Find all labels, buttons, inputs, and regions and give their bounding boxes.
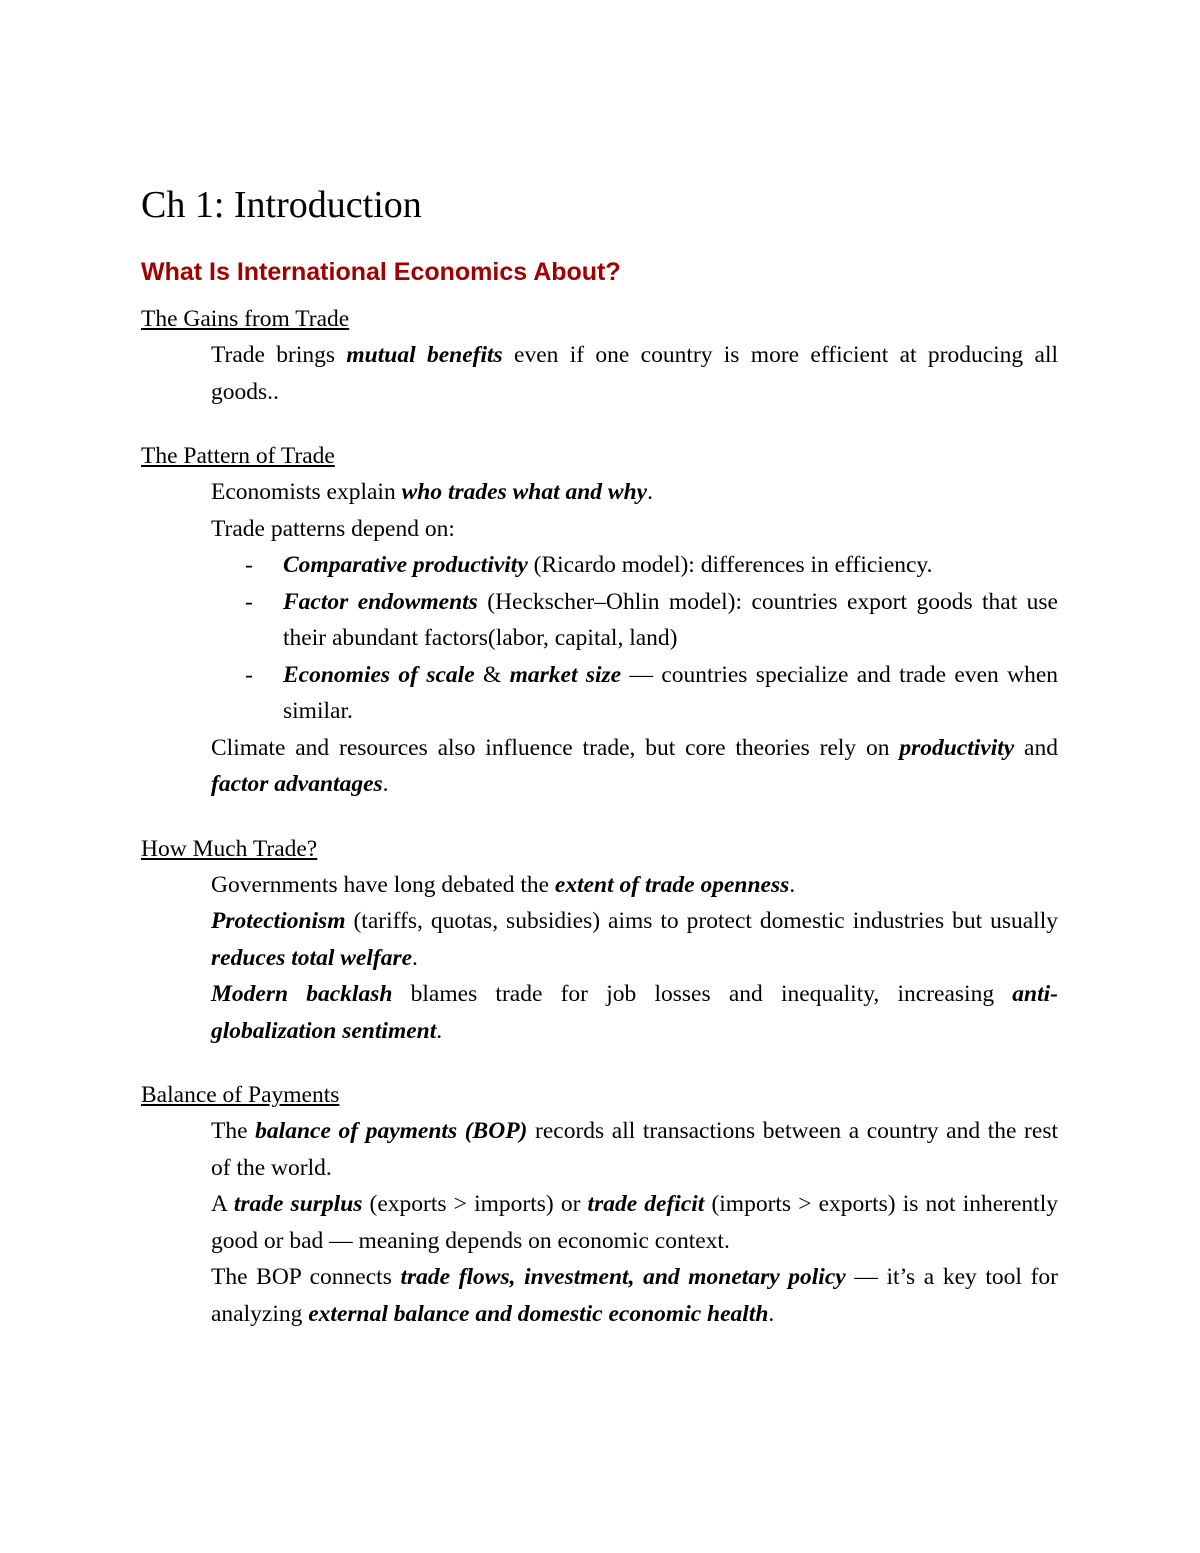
section-title: How Much Trade?	[141, 835, 318, 862]
emphasis-text: factor advantages	[211, 771, 383, 797]
text-run: (tariffs, quotas, subsidies) aims to protect domestic industries but usually	[345, 908, 1058, 934]
text-run: .	[768, 1300, 775, 1327]
section-title: Balance of Payments	[141, 1082, 340, 1108]
emphasis-text: who trades what and why	[401, 479, 648, 505]
text-run: A	[211, 1191, 234, 1217]
emphasis-text: trade deficit	[587, 1191, 705, 1217]
document-title: Ch 1: Introduction	[141, 184, 422, 226]
emphasis-text: market size	[509, 661, 622, 688]
paragraph	[141, 1186, 1058, 1259]
paragraph	[141, 903, 1058, 976]
paragraph	[141, 730, 1058, 803]
paragraph	[141, 976, 1058, 1049]
text-run: (exports > imports) or	[362, 1191, 588, 1217]
text-run: even if one country is more efficient at producing all goods..	[211, 342, 1059, 405]
emphasis-text: external balance and domestic economic health	[308, 1300, 769, 1327]
text-run: Climate and resources also influence trade, but core theories rely on	[211, 734, 900, 761]
text-run: The BOP connects	[211, 1264, 401, 1290]
emphasis-text: trade flows, investment, and monetary policy	[400, 1264, 846, 1290]
dash-bullet-icon: -	[245, 661, 253, 688]
text-run: .	[412, 944, 418, 971]
text-run: blames trade for job losses and inequality, increasing	[392, 981, 1013, 1007]
section-heading: What Is International Economics About?	[141, 258, 621, 286]
paragraph	[141, 337, 1058, 410]
emphasis-text: mutual benefits	[346, 342, 503, 368]
text-run: (Ricardo model): differences in efficiency.	[527, 552, 933, 578]
emphasis-text: Comparative productivity	[283, 552, 528, 578]
text-run: .	[436, 1017, 443, 1044]
section	[141, 301, 1058, 410]
section-title: The Pattern of Trade	[141, 443, 335, 469]
emphasis-text: trade surplus	[233, 1191, 363, 1217]
document-content	[141, 181, 1058, 1332]
text-run: (Heckscher–Ohlin model): countries export goods that use their abundant factors(labor, capital, land)	[283, 588, 1058, 651]
paragraph	[141, 867, 1058, 904]
dash-bullet-icon: -	[245, 588, 253, 615]
paragraph	[141, 474, 1058, 511]
emphasis-text: Modern backlash	[211, 981, 393, 1007]
text-run: and	[1014, 734, 1058, 761]
emphasis-text: reduces total welfare	[211, 944, 413, 971]
bullet-list	[141, 547, 1058, 730]
text-run: Trade patterns depend on:	[211, 515, 455, 542]
text-run: (imports > exports) is not inherently good or bad — meaning depends on economic context.	[211, 1191, 1058, 1254]
dash-bullet-icon: -	[245, 552, 253, 578]
text-run: Trade brings	[211, 342, 347, 368]
list-item	[211, 657, 1058, 730]
section-title: The Gains from Trade	[141, 306, 350, 332]
section	[141, 438, 1058, 803]
sections-container	[141, 301, 1058, 1332]
text-run: records all transactions between a country and the rest of the world.	[211, 1118, 1058, 1181]
text-run: .	[789, 871, 796, 898]
text-run: Governments have long debated the	[211, 871, 555, 898]
text-run: — countries specialize and trade even when similar.	[283, 661, 1059, 724]
text-run: .	[382, 771, 389, 797]
text-run: — it’s a key tool for analyzing	[211, 1264, 1058, 1327]
text-run: The	[211, 1118, 256, 1144]
list-item	[211, 547, 1058, 584]
text-run: &	[474, 661, 510, 688]
paragraph	[141, 511, 1058, 548]
emphasis-text: Factor endowments	[283, 588, 478, 615]
text-run: .	[647, 479, 653, 505]
emphasis-text: balance of payments (BOP)	[255, 1118, 528, 1144]
emphasis-text: productivity	[899, 734, 1015, 761]
paragraph	[141, 1259, 1058, 1332]
emphasis-text: extent of trade openness	[554, 871, 790, 898]
emphasis-text: anti-globalization sentiment	[211, 981, 1059, 1044]
section	[141, 1077, 1058, 1332]
list-item	[211, 584, 1058, 657]
paragraph	[141, 1113, 1058, 1186]
emphasis-text: Economies of scale	[283, 661, 475, 688]
section	[141, 831, 1058, 1050]
text-run: Economists explain	[211, 479, 402, 505]
emphasis-text: Protectionism	[211, 908, 346, 934]
